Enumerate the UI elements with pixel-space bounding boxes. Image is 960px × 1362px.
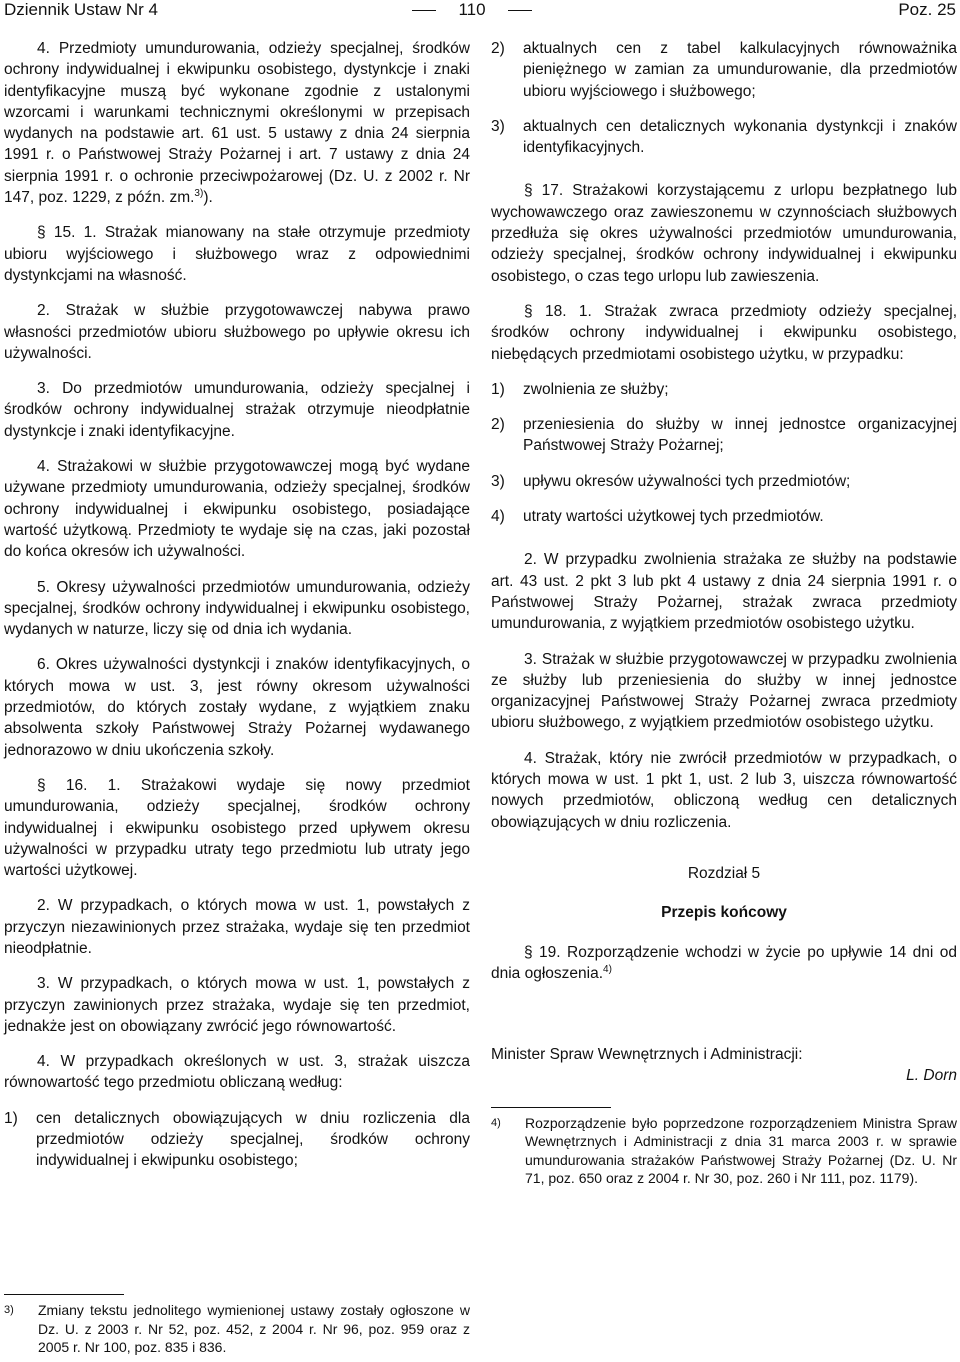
list-item: [491, 414, 957, 457]
left-footnote-block: [4, 1290, 470, 1357]
position-number: Poz. 25: [898, 0, 956, 19]
list-number: 1): [491, 380, 505, 398]
footnote-3: [4, 1301, 470, 1357]
list-item: [491, 471, 957, 492]
list-number: 2): [491, 416, 505, 434]
footnote-text: Rozporządzenie było poprzedzone rozporządzeniem Ministra Spraw Wewnętrznych i Administracji z dnia 31 marca 2003 r. w sprawie umundurowania strażaków Państwowej Straży Pożarnej (Dz. U. Nr 71, poz. 650 oraz z 2004 r. Nr 30, poz. 260 i Nr 111, poz. 1179).: [525, 1114, 957, 1187]
list-item: [4, 1108, 470, 1172]
signature-title: Minister Spraw Wewnętrznych i Administracji:: [491, 1046, 803, 1064]
list-number: 3): [491, 117, 505, 135]
section-16-4: 4. W przypadkach określonych w ust. 3, strażak uiszcza równowartość tego przedmiotu obliczaną według:: [4, 1053, 470, 1092]
list-number: 1): [4, 1109, 18, 1127]
section-15-1: § 15. 1. Strażak mianowany na stałe otrzymuje przedmioty ubioru wyjściowego i służbowego wraz z odpowiednimi dystynkcjami na własność.: [4, 224, 470, 284]
section-17: § 17. Strażakowi korzystającemu z urlopu bezpłatnego lub wychowawczego oraz zawieszonemu w czynnościach służbowych przedłuża się okres używalności przedmiotów umundurowania, odzieży specjalnej, środków ochrony indywidualnej i ekwipunku osobistego, o czas tego urlopu lub zawieszenia.: [491, 182, 957, 285]
footnote-divider: [491, 1107, 611, 1108]
list-item: [491, 38, 957, 102]
page-number: 110: [412, 0, 532, 20]
footnote-ref: 3): [194, 187, 204, 199]
footnote-divider: [4, 1294, 124, 1295]
list-text: aktualnych cen z tabel kalkulacyjnych równoważnika pieniężnego w zamian za umundurowanie, dla przedmiotów ubioru wyjściowego i służbowego;: [523, 40, 957, 100]
section-19-text: § 19. Rozporządzenie wchodzi w życie po upływie 14 dni od dnia ogłoszenia.: [491, 943, 957, 982]
right-column: [491, 38, 957, 1188]
footnote-text: Zmiany tekstu jednolitego wymienionej ustawy zostały ogłoszone w Dz. U. z 2003 r. Nr 52, poz. 452, z 2004 r. Nr 96, poz. 959 oraz z 2005 r. Nr 100, poz. 835 i 836.: [38, 1302, 470, 1355]
page-header: [4, 0, 956, 24]
section-15-3: 3. Do przedmiotów umundurowania, odzieży specjalnej i środków ochrony indywidualnej strażak otrzymuje nieodpłatnie dystynkcje i znaki identyfikacyjne.: [4, 380, 470, 440]
list-item: [491, 116, 957, 159]
section-15-6: 6. Okres używalności dystynkcji i znaków identyfikacyjnych, o których mowa w ust. 3, jest równy okresom używalności przedmiotów, do których zostały wydane, z wyjątkiem znaku absolwenta szkoły Państwowej Straży Pożarnej wydawanego jednorazowo w dniu ukończenia szkoły.: [4, 656, 470, 759]
chapter-title: Przepis końcowy: [661, 904, 787, 922]
list-number: 4): [491, 508, 505, 526]
section-15-5: 5. Okresy używalności przedmiotów umundurowania, odzieży specjalnej, środków ochrony indywidualnej i ekwipunku osobistego, wydanych w naturze, liczy się od dnia ich wydania.: [4, 578, 470, 639]
signature-name: L. Dorn: [906, 1067, 957, 1085]
paragraph-end: ).: [203, 189, 213, 207]
section-16-1: § 16. 1. Strażakowi wydaje się nowy przedmiot umundurowania, odzieży specjalnej, środków ochrony indywidualnej i ekwipunku osobistego przed upływem okresu używalności w przypadku utraty tego przedmiotu lub utraty jego wartości użytkowej.: [4, 776, 470, 880]
section-16-2: 2. W przypadkach, o których mowa w ust. 1, powstałych z przyczyn niezawinionych przez strażaka, wydaje się ten przedmiot nieodpłatnie.: [4, 897, 470, 957]
section-15-4: 4. Strażakowi w służbie przygotowawczej mogą być wydane używane przedmioty umundurowania, odzieży specjalnej, środków ochrony indywidualnej i ekwipunku osobistego, posiadające wartość użytkową. Przedmioty te wydaje się na czas, jaki pozostał do końca okresów ich używalności.: [4, 458, 470, 561]
list-text: zwolnienia ze służby;: [523, 380, 669, 398]
list-item: [491, 379, 957, 400]
section-18-1: § 18. 1. Strażak zwraca przedmioty odzieży specjalnej, środków ochrony indywidualnej i ekwipunku osobistego, niebędących przedmiotami osobistego użytku, w przypadku:: [491, 302, 957, 363]
list-number: 3): [491, 472, 505, 490]
chapter-number: Rozdział 5: [687, 864, 761, 882]
footnote-number: 4): [491, 1116, 501, 1129]
footnote-4: [491, 1114, 957, 1188]
paragraph-text: 4. Przedmioty umundurowania, odzieży specjalnej, środków ochrony indywidualnej i ekwipunku osobistego, dystynkcje i znaki identyfikacyjne muszą być wykonane zgodnie z ustalonymi wzorcami i warunkami technicznymi określonymi w przepisach wydanych na podstawie art. 61 ust. 5 ustawy z dnia 24 sierpnia 1991 r. o Państwowej Straży Pożarnej i art. 7 ustawy z dnia 24 sierpnia 1991 r. o ochronie przeciwpożarowej (Dz. U. z 2002 r. Nr 147, poz. 1229, z późn. zm.: [4, 40, 470, 207]
journal-title: Dziennik Ustaw Nr 4: [4, 0, 158, 19]
section-18-2: 2. W przypadku zwolnienia strażaka ze służby na podstawie art. 43 ust. 2 pkt 3 lub pkt 4 ustawy z dnia 24 sierpnia 1991 r. o Państwowej Straży Pożarnej, strażak zwraca przedmioty umundurowania, z wyjątkiem przedmiotów osobistego użytku.: [491, 551, 957, 633]
list-number: 2): [491, 40, 505, 57]
section-15-2: 2. Strażak w służbie przygotowawczej nabywa prawo własności przedmiotów ubioru służbowego po upływie okresu ich używalności.: [4, 302, 470, 362]
list-text: aktualnych cen detalicznych wykonania dystynkcji i znaków identyfikacyjnych.: [523, 117, 957, 157]
section-19: [491, 942, 957, 985]
section-18-4: 4. Strażak, który nie zwrócił przedmiotów w przypadkach, o których mowa w ust. 1 pkt 1, ust. 2 lub 3, uiszcza równowartość nowych przedmiotów, obliczoną według cen detalicznych obowiązujących w dniu rozliczenia.: [491, 749, 957, 831]
list-text: upływu okresów używalności tych przedmiotów;: [523, 472, 851, 490]
left-column: [4, 38, 470, 1186]
list-text: utraty wartości użytkowej tych przedmiotów.: [523, 508, 824, 526]
list-item: [491, 506, 957, 527]
list-text: cen detalicznych obowiązujących w dniu rozliczenia dla przedmiotów odzieży specjalnej, środków ochrony indywidualnej i ekwipunku osobistego;: [36, 1109, 470, 1170]
footnote-ref: 4): [603, 963, 612, 975]
paragraph-4: [4, 38, 470, 208]
list-text: przeniesienia do służby w innej jednostce organizacyjnej Państwowej Straży Pożarnej;: [523, 416, 957, 455]
footnote-number: 3): [4, 1304, 14, 1316]
section-16-3: 3. W przypadkach, o których mowa w ust. 1, powstałych z przyczyn zawinionych przez strażaka, wydaje się ten przedmiot, jednakże jest on obowiązany zwrócić jego równowartość.: [4, 975, 470, 1035]
section-18-3: 3. Strażak w służbie przygotowawczej w przypadku zwolnienia ze służby lub przeniesienia do służby w innej jednostce organizacyjnej Państwowej Straży Pożarnej zwraca przedmioty ubioru służbowego, z wyjątkiem przedmiotów osobistego użytku.: [491, 650, 957, 732]
